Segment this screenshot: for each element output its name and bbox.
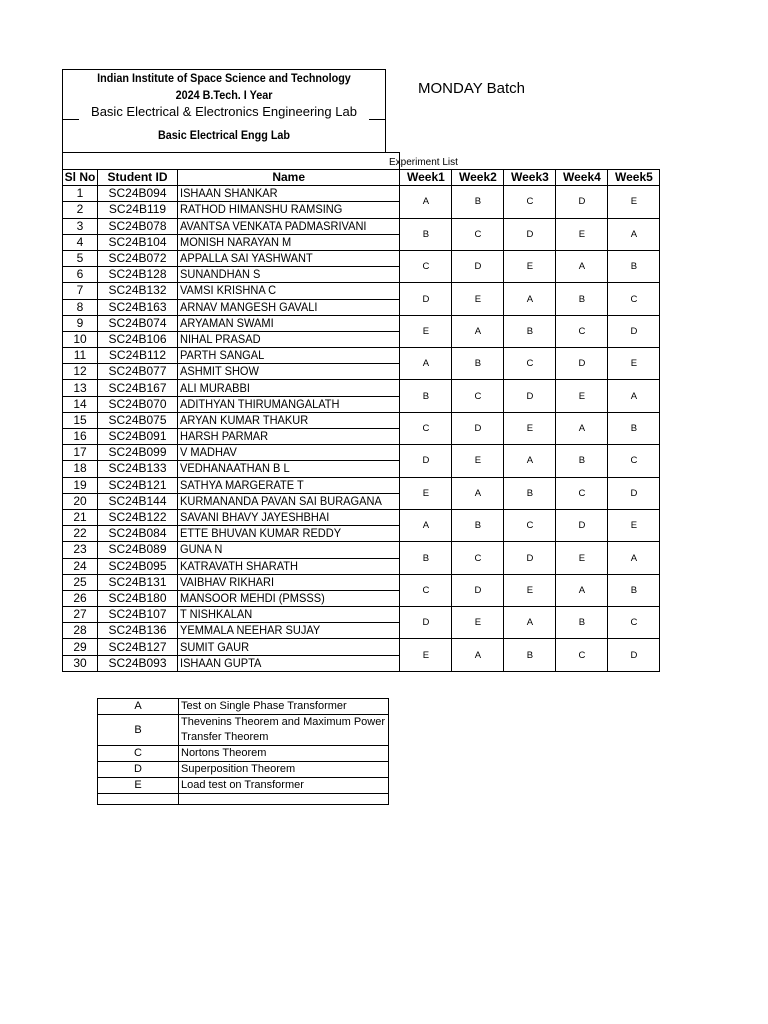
sl-no-cell: 27: [63, 607, 98, 623]
week5-experiment-cell: C: [608, 607, 660, 639]
experiment-key: C: [98, 746, 179, 762]
student-name-text: YEMMALA NEEHAR SUJAY: [180, 623, 321, 638]
student-name-cell: [178, 493, 400, 509]
student-name-cell: [178, 607, 400, 623]
week2-experiment-cell: B: [452, 509, 504, 541]
student-name-text: MANSOOR MEHDI (PMSSS): [180, 590, 325, 605]
student-name-cell: [178, 639, 400, 655]
student-name-cell: [178, 364, 400, 380]
student-name-text: AVANTSA VENKATA PADMASRIVANI: [180, 218, 367, 233]
sl-no-cell: 16: [63, 429, 98, 445]
week3-experiment-cell: E: [504, 412, 556, 444]
student-name-text: SATHYA MARGERATE T: [180, 477, 304, 492]
student-name-text: PARTH SANGAL: [180, 348, 265, 363]
student-name-text: V MADHAV: [180, 445, 237, 460]
week1-experiment-cell: E: [400, 477, 452, 509]
sl-no-cell: 7: [63, 283, 98, 299]
week4-experiment-cell: E: [556, 218, 608, 250]
student-name-cell: [178, 299, 400, 315]
table-row: [63, 412, 660, 428]
sl-no-cell: 21: [63, 509, 98, 525]
week3-experiment-cell: E: [504, 574, 556, 606]
student-id-cell: SC24B084: [98, 526, 178, 542]
student-id-cell: SC24B089: [98, 542, 178, 558]
sl-no-cell: 4: [63, 234, 98, 250]
batch-label: MONDAY Batch: [418, 80, 525, 97]
legend-row: [98, 699, 389, 715]
student-id-cell: SC24B112: [98, 348, 178, 364]
student-id-cell: SC24B072: [98, 250, 178, 266]
student-id-cell: SC24B131: [98, 574, 178, 590]
student-name-cell: [178, 250, 400, 266]
week5-experiment-cell: C: [608, 283, 660, 315]
student-id-cell: SC24B128: [98, 267, 178, 283]
student-name-cell: [178, 574, 400, 590]
sl-no-cell: 19: [63, 477, 98, 493]
table-row: [63, 186, 660, 202]
week5-experiment-cell: E: [608, 348, 660, 380]
sl-no-cell: 24: [63, 558, 98, 574]
week3-experiment-cell: D: [504, 380, 556, 412]
student-name-text: VEDHANAATHAN B L: [180, 461, 290, 476]
experiment-key: D: [98, 762, 179, 778]
student-name-text: ETTE BHUVAN KUMAR REDDY: [180, 526, 342, 541]
week2-experiment-cell: E: [452, 283, 504, 315]
student-name-cell: [178, 477, 400, 493]
table-row: [63, 250, 660, 266]
student-id-cell: SC24B075: [98, 412, 178, 428]
student-name-text: ARNAV MANGESH GAVALI: [180, 299, 318, 314]
student-name-cell: [178, 412, 400, 428]
student-name-cell: [178, 558, 400, 574]
student-name-text: ALI MURABBI: [180, 380, 250, 395]
sl-no-cell: 29: [63, 639, 98, 655]
divider: [63, 119, 79, 120]
sl-no-cell: 23: [63, 542, 98, 558]
sl-no-cell: 22: [63, 526, 98, 542]
week3-experiment-cell: E: [504, 250, 556, 282]
week1-experiment-cell: E: [400, 639, 452, 671]
student-name-text: SAVANI BHAVY JAYESHBHAI: [180, 510, 330, 525]
week1-experiment-cell: C: [400, 412, 452, 444]
week5-experiment-cell: D: [608, 477, 660, 509]
blank-row: [63, 153, 400, 170]
student-id-cell: SC24B180: [98, 590, 178, 606]
experiment-list-label: Experiment List: [389, 157, 458, 168]
student-name-cell: [178, 590, 400, 606]
week4-experiment-cell: D: [556, 186, 608, 218]
student-name-cell: [178, 461, 400, 477]
week5-experiment-cell: C: [608, 445, 660, 477]
student-id-cell: SC24B122: [98, 509, 178, 525]
week5-experiment-cell: A: [608, 542, 660, 574]
week4-experiment-cell: E: [556, 542, 608, 574]
student-id-cell: SC24B132: [98, 283, 178, 299]
legend-row: [98, 778, 389, 794]
student-id-header: Student ID: [98, 170, 178, 186]
sl-no-cell: 1: [63, 186, 98, 202]
table-row: [63, 380, 660, 396]
sl-no-cell: 10: [63, 331, 98, 347]
sl-no-cell: 2: [63, 202, 98, 218]
week3-experiment-cell: C: [504, 186, 556, 218]
schedule-table: [62, 152, 660, 672]
week1-experiment-cell: B: [400, 542, 452, 574]
student-name-text: HARSH PARMAR: [180, 429, 269, 444]
student-name-text: GUNA N: [180, 542, 223, 557]
sl-no-cell: 15: [63, 412, 98, 428]
legend-row: [98, 794, 389, 805]
student-id-cell: SC24B095: [98, 558, 178, 574]
blank-cell: [400, 153, 660, 170]
student-name-cell: [178, 283, 400, 299]
week2-experiment-cell: B: [452, 186, 504, 218]
week3-experiment-cell: A: [504, 283, 556, 315]
header-box: [62, 69, 386, 152]
week3-header: Week3: [504, 170, 556, 186]
week4-experiment-cell: A: [556, 574, 608, 606]
column-header-row: [63, 170, 660, 186]
student-name-text: KATRAVATH SHARATH: [180, 558, 298, 573]
week2-experiment-cell: D: [452, 574, 504, 606]
sl-no-header: Sl No: [63, 170, 98, 186]
week1-experiment-cell: D: [400, 283, 452, 315]
student-id-cell: SC24B093: [98, 655, 178, 671]
sl-no-cell: 13: [63, 380, 98, 396]
student-name-text: T NISHKALAN: [180, 607, 253, 622]
student-id-cell: SC24B127: [98, 639, 178, 655]
sl-no-cell: 8: [63, 299, 98, 315]
week3-experiment-cell: B: [504, 639, 556, 671]
table-row: [63, 445, 660, 461]
table-row: [63, 574, 660, 590]
student-id-cell: SC24B104: [98, 234, 178, 250]
week1-experiment-cell: C: [400, 574, 452, 606]
program-year: 2024 B.Tech. I Year: [175, 88, 273, 102]
student-id-cell: SC24B119: [98, 202, 178, 218]
student-name-text: VAIBHAV RIKHARI: [180, 574, 275, 589]
week5-experiment-cell: A: [608, 380, 660, 412]
experiment-key: E: [98, 778, 179, 794]
student-name-text: ISHAAN GUPTA: [180, 655, 262, 670]
week1-experiment-cell: C: [400, 250, 452, 282]
experiment-key: B: [98, 715, 179, 746]
week2-experiment-cell: E: [452, 607, 504, 639]
table-row: [63, 218, 660, 234]
week5-experiment-cell: B: [608, 250, 660, 282]
week2-experiment-cell: C: [452, 542, 504, 574]
week1-experiment-cell: B: [400, 218, 452, 250]
week3-experiment-cell: B: [504, 477, 556, 509]
student-name-text: SUNANDHAN S: [180, 267, 261, 282]
student-name-text: ISHAAN SHANKAR: [180, 186, 278, 201]
sl-no-cell: 26: [63, 590, 98, 606]
divider: [369, 119, 385, 120]
course-title: Basic Electrical & Electronics Engineering Lab: [91, 104, 357, 119]
legend-row: [98, 715, 389, 746]
student-name-cell: [178, 186, 400, 202]
table-row: [63, 477, 660, 493]
week2-experiment-cell: A: [452, 315, 504, 347]
week2-experiment-cell: D: [452, 250, 504, 282]
table-row: [63, 607, 660, 623]
student-name-cell: [178, 542, 400, 558]
week5-experiment-cell: B: [608, 574, 660, 606]
student-name-text: NIHAL PRASAD: [180, 331, 261, 346]
student-id-cell: SC24B136: [98, 623, 178, 639]
week1-experiment-cell: D: [400, 445, 452, 477]
student-id-cell: SC24B144: [98, 493, 178, 509]
week2-experiment-cell: E: [452, 445, 504, 477]
week2-experiment-cell: D: [452, 412, 504, 444]
table-row: [63, 542, 660, 558]
sl-no-cell: 17: [63, 445, 98, 461]
experiment-title: [179, 794, 389, 805]
week3-experiment-cell: D: [504, 542, 556, 574]
student-name-cell: [178, 331, 400, 347]
student-name-cell: [178, 396, 400, 412]
week1-header: Week1: [400, 170, 452, 186]
sl-no-cell: 11: [63, 348, 98, 364]
sl-no-cell: 20: [63, 493, 98, 509]
week1-experiment-cell: D: [400, 607, 452, 639]
student-id-cell: SC24B094: [98, 186, 178, 202]
student-name-text: RATHOD HIMANSHU RAMSING: [180, 202, 343, 217]
week5-header: Week5: [608, 170, 660, 186]
student-name-cell: [178, 445, 400, 461]
week5-experiment-cell: B: [608, 412, 660, 444]
week3-experiment-cell: C: [504, 348, 556, 380]
student-name-cell: [178, 623, 400, 639]
week5-experiment-cell: D: [608, 639, 660, 671]
week1-experiment-cell: A: [400, 348, 452, 380]
student-name-text: MONISH NARAYAN M: [180, 234, 292, 249]
student-name-text: ARYAMAN SWAMI: [180, 315, 274, 330]
legend-row: [98, 762, 389, 778]
student-id-cell: SC24B163: [98, 299, 178, 315]
student-id-cell: SC24B167: [98, 380, 178, 396]
student-id-cell: SC24B099: [98, 445, 178, 461]
student-name-cell: [178, 218, 400, 234]
sl-no-cell: 5: [63, 250, 98, 266]
student-id-cell: SC24B106: [98, 331, 178, 347]
week2-experiment-cell: A: [452, 477, 504, 509]
experiment-title: Superposition Theorem: [179, 762, 389, 778]
week2-experiment-cell: C: [452, 218, 504, 250]
table-row: [63, 283, 660, 299]
table-row: [63, 348, 660, 364]
week4-experiment-cell: C: [556, 315, 608, 347]
sl-no-cell: 9: [63, 315, 98, 331]
student-name-cell: [178, 315, 400, 331]
table-row: [63, 639, 660, 655]
lab-title: Basic Electrical Engg Lab: [157, 128, 291, 142]
sl-no-cell: 30: [63, 655, 98, 671]
experiment-key: A: [98, 699, 179, 715]
week3-experiment-cell: A: [504, 607, 556, 639]
student-id-cell: SC24B077: [98, 364, 178, 380]
week2-experiment-cell: C: [452, 380, 504, 412]
name-header: Name: [178, 170, 400, 186]
institute-name: Indian Institute of Space Science and Technology: [97, 71, 351, 85]
week3-experiment-cell: A: [504, 445, 556, 477]
student-id-cell: SC24B070: [98, 396, 178, 412]
student-name-text: KURMANANDA PAVAN SAI BURAGANA: [180, 493, 382, 508]
experiment-key: [98, 794, 179, 805]
experiment-title: Nortons Theorem: [179, 746, 389, 762]
student-id-cell: SC24B133: [98, 461, 178, 477]
experiment-title: Load test on Transformer: [179, 778, 389, 794]
sl-no-cell: 12: [63, 364, 98, 380]
student-id-cell: SC24B121: [98, 477, 178, 493]
student-rows: [63, 186, 660, 672]
week2-experiment-cell: B: [452, 348, 504, 380]
student-name-text: VAMSI KRISHNA C: [180, 283, 277, 298]
week5-experiment-cell: D: [608, 315, 660, 347]
week1-experiment-cell: E: [400, 315, 452, 347]
experiment-title: Thevenins Theorem and Maximum Power Transfer Theorem: [179, 715, 389, 746]
legend-row: [98, 746, 389, 762]
table-row: [63, 315, 660, 331]
week4-experiment-cell: B: [556, 445, 608, 477]
student-id-cell: SC24B074: [98, 315, 178, 331]
week3-experiment-cell: B: [504, 315, 556, 347]
week4-experiment-cell: A: [556, 250, 608, 282]
week3-experiment-cell: C: [504, 509, 556, 541]
week4-experiment-cell: E: [556, 380, 608, 412]
student-name-cell: [178, 267, 400, 283]
week4-experiment-cell: A: [556, 412, 608, 444]
student-name-cell: [178, 380, 400, 396]
week1-experiment-cell: B: [400, 380, 452, 412]
experiment-legend: [97, 698, 389, 805]
week2-experiment-cell: A: [452, 639, 504, 671]
sl-no-cell: 18: [63, 461, 98, 477]
sl-no-cell: 14: [63, 396, 98, 412]
student-name-cell: [178, 348, 400, 364]
week4-experiment-cell: B: [556, 283, 608, 315]
week4-experiment-cell: C: [556, 477, 608, 509]
experiment-title: Test on Single Phase Transformer: [179, 699, 389, 715]
student-id-cell: SC24B107: [98, 607, 178, 623]
week4-experiment-cell: D: [556, 509, 608, 541]
week3-experiment-cell: D: [504, 218, 556, 250]
week4-experiment-cell: D: [556, 348, 608, 380]
week4-experiment-cell: B: [556, 607, 608, 639]
sl-no-cell: 6: [63, 267, 98, 283]
student-id-cell: SC24B091: [98, 429, 178, 445]
student-name-text: ADITHYAN THIRUMANGALATH: [180, 396, 340, 411]
student-name-cell: [178, 526, 400, 542]
student-name-text: SUMIT GAUR: [180, 639, 250, 654]
student-name-text: APPALLA SAI YASHWANT: [180, 251, 313, 266]
week4-experiment-cell: C: [556, 639, 608, 671]
week2-header: Week2: [452, 170, 504, 186]
week4-header: Week4: [556, 170, 608, 186]
sl-no-cell: 3: [63, 218, 98, 234]
student-name-cell: [178, 202, 400, 218]
week5-experiment-cell: A: [608, 218, 660, 250]
student-name-cell: [178, 509, 400, 525]
student-id-cell: SC24B078: [98, 218, 178, 234]
week5-experiment-cell: E: [608, 186, 660, 218]
sl-no-cell: 25: [63, 574, 98, 590]
week1-experiment-cell: A: [400, 509, 452, 541]
week1-experiment-cell: A: [400, 186, 452, 218]
student-name-text: ARYAN KUMAR THAKUR: [180, 412, 309, 427]
table-row: [63, 509, 660, 525]
sl-no-cell: 28: [63, 623, 98, 639]
student-name-text: ASHMIT SHOW: [180, 364, 259, 379]
student-name-cell: [178, 655, 400, 671]
student-name-cell: [178, 234, 400, 250]
student-name-cell: [178, 429, 400, 445]
week5-experiment-cell: E: [608, 509, 660, 541]
